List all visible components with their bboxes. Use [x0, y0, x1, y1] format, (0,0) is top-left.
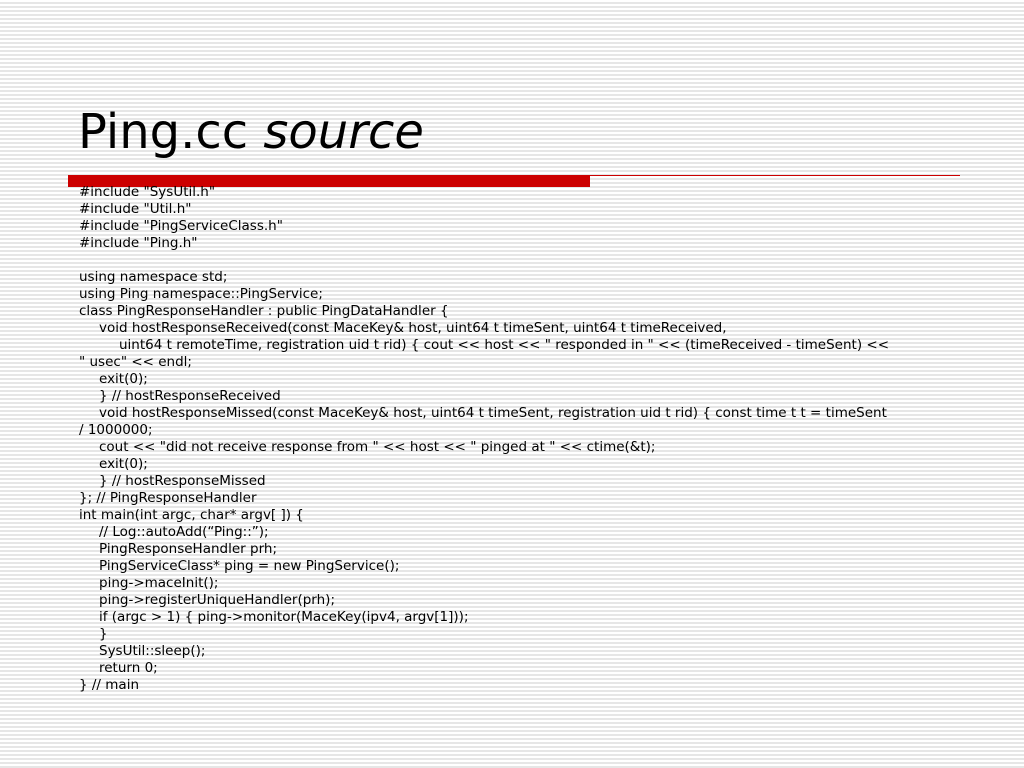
title-accent-line — [590, 175, 960, 176]
code-line-blank — [79, 252, 949, 269]
slide-title-italic: source — [263, 104, 424, 160]
code-line: using Ping namespace::PingService; — [79, 286, 323, 302]
code-line: }; // PingResponseHandler — [79, 490, 257, 506]
code-line: #include "SysUtil.h" — [79, 184, 216, 200]
code-line: uint64 t remoteTime, registration uid t rid) { cout << host << " responded in " << (timeReceived - timeSent) << — [119, 337, 890, 353]
code-line: #include "Util.h" — [79, 201, 192, 217]
code-line: } — [99, 626, 108, 642]
slide-title — [78, 100, 424, 164]
code-listing — [79, 184, 949, 694]
code-line: SysUtil::sleep(); — [99, 643, 206, 659]
code-line: } // hostResponseMissed — [99, 473, 266, 489]
code-line: int main(int argc, char* argv[ ]) { — [79, 507, 304, 523]
code-line: if (argc > 1) { ping->monitor(MaceKey(ipv4, argv[1])); — [99, 609, 469, 625]
code-line: using namespace std; — [79, 269, 228, 285]
code-line: } // hostResponseReceived — [99, 388, 281, 404]
code-line: / 1000000; — [79, 422, 153, 438]
code-line: PingResponseHandler prh; — [99, 541, 277, 557]
code-line: } // main — [79, 677, 139, 693]
code-line: #include "Ping.h" — [79, 235, 198, 251]
code-line: void hostResponseReceived(const MaceKey& host, uint64 t timeSent, uint64 t timeReceived, — [99, 320, 727, 336]
code-line: exit(0); — [99, 371, 148, 387]
code-line: ping->registerUniqueHandler(prh); — [99, 592, 335, 608]
code-line: PingServiceClass* ping = new PingService(); — [99, 558, 400, 574]
code-line: class PingResponseHandler : public PingDataHandler { — [79, 303, 449, 319]
code-line: " usec" << endl; — [79, 354, 192, 370]
code-line: exit(0); — [99, 456, 148, 472]
slide-title-main: Ping.cc — [78, 104, 264, 160]
code-line: // Log::autoAdd(“Ping::”); — [99, 524, 269, 540]
code-line: cout << "did not receive response from " << host << " pinged at " << ctime(&t); — [99, 439, 656, 455]
code-line: #include "PingServiceClass.h" — [79, 218, 283, 234]
code-line: void hostResponseMissed(const MaceKey& host, uint64 t timeSent, registration uid t rid) { const time t t = timeSent — [99, 405, 887, 421]
code-line: ping->maceInit(); — [99, 575, 219, 591]
code-line: return 0; — [99, 660, 158, 676]
